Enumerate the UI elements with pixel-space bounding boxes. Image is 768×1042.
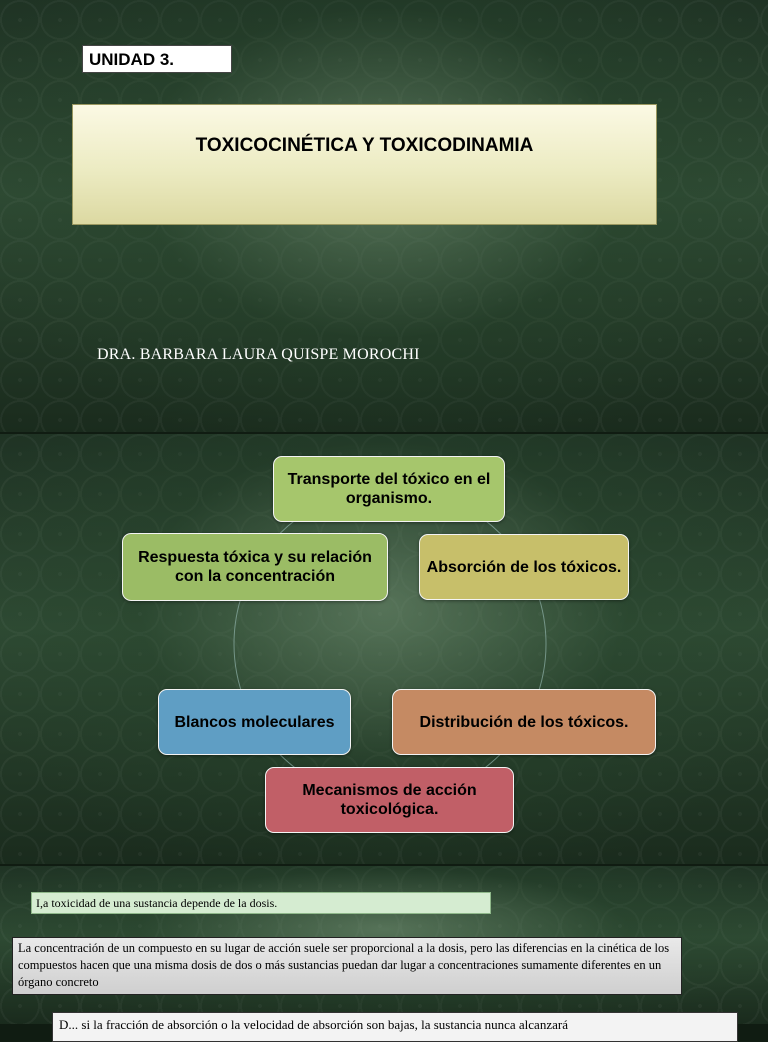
- slide-dose-notes: [0, 866, 768, 1032]
- note-absorption: D... si la fracción de absorción o la velocidad de absorción son bajas, la sustancia nunca alcanzará: [52, 1012, 738, 1042]
- cycle-node-absorcion: Absorción de los tóxicos.: [419, 534, 629, 600]
- cycle-node-transporte: Transporte del tóxico en el organismo.: [273, 456, 505, 522]
- note-concentration: La concentración de un compuesto en su lugar de acción suele ser proporcional a la dosis, pero las diferencias en la cinética de los compuestos hacen que una misma dosis de dos o más sustancias puedan dar lugar a concentraciones sumamente diferentes en un órgano concreto: [12, 937, 682, 995]
- unit-label: UNIDAD 3.: [82, 45, 232, 73]
- cycle-node-mecanismos: Mecanismos de acción toxicológica.: [265, 767, 514, 833]
- cycle-node-respuesta: Respuesta tóxica y su relación con la concentración: [122, 533, 388, 601]
- author-name: DRA. BARBARA LAURA QUISPE MOROCHI: [97, 346, 420, 363]
- slide-title: [0, 0, 768, 432]
- note-toxicity-dose: I,a toxicidad de una sustancia depende de la dosis.: [31, 892, 491, 914]
- cycle-node-blancos: Blancos moleculares: [158, 689, 351, 755]
- title-box: [72, 104, 657, 225]
- slide-cycle-diagram: [0, 434, 768, 864]
- slide-title-text: TOXICOCINÉTICA Y TOXICODINAMIA: [195, 135, 534, 156]
- cycle-node-distribucion: Distribución de los tóxicos.: [392, 689, 656, 755]
